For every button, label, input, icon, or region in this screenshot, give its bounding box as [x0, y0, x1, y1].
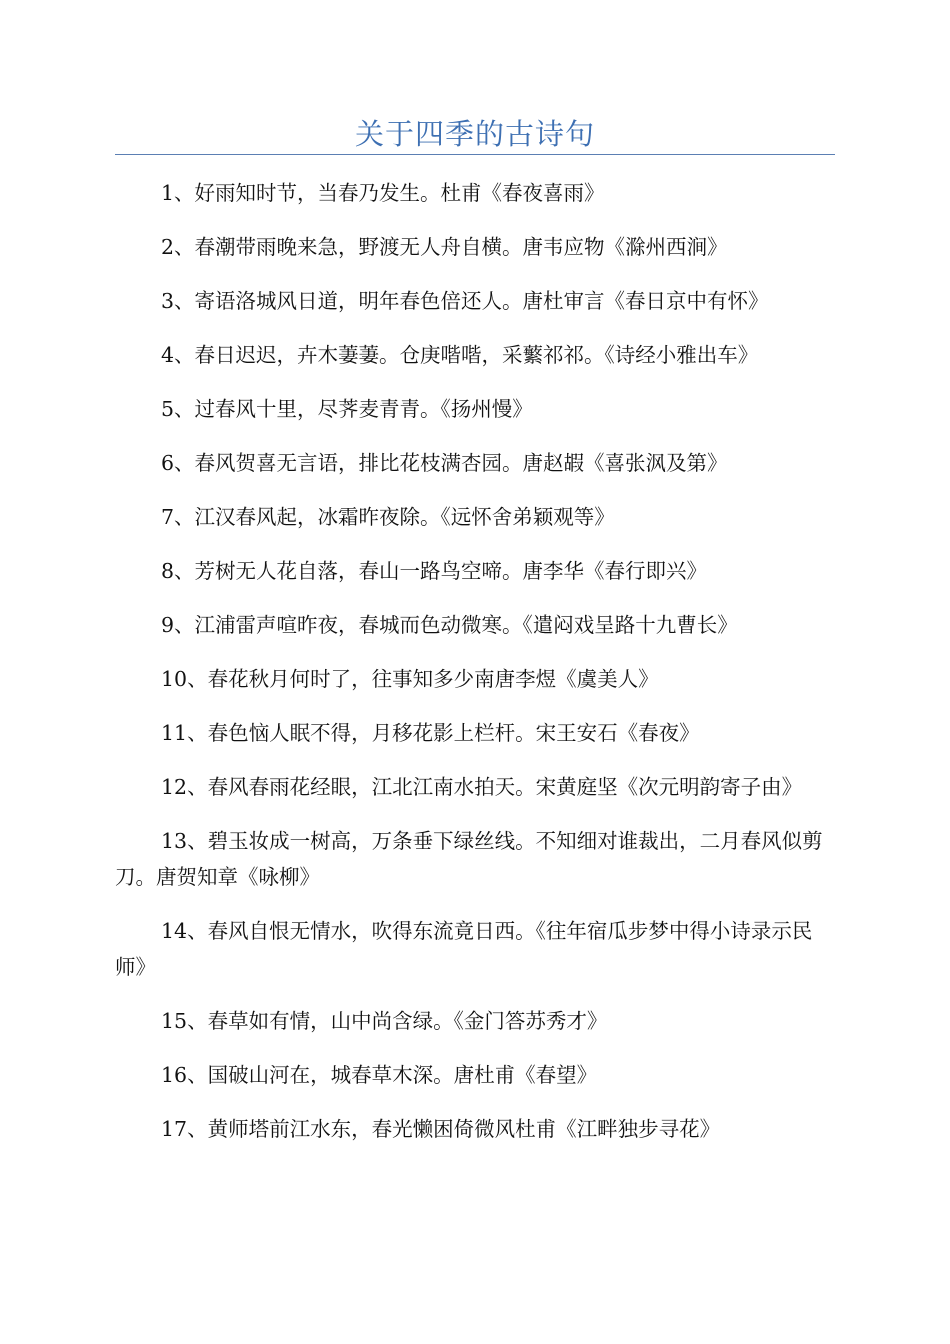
poem-line: 2、春潮带雨晚来急，野渡无人舟自横。唐韦应物《滁州西涧》	[161, 235, 728, 259]
poem-line: 16、国破山河在，城春草木深。唐杜甫《春望》	[161, 1063, 598, 1087]
title-divider	[115, 154, 835, 155]
poem-line: 7、江汉春风起，冰霜昨夜除。《远怀舍弟颖观等》	[161, 505, 615, 529]
poem-line: 17、黄师塔前江水东，春光懒困倚微风杜甫《江畔独步寻花》	[161, 1117, 721, 1141]
poem-line: 14、春风自恨无情水，吹得东流竟日西。《往年宿瓜步梦中得小诗录示民师》	[115, 919, 813, 979]
poem-line: 10、春花秋月何时了，往事知多少南唐李煜《虞美人》	[161, 667, 659, 691]
poem-line: 6、春风贺喜无言语，排比花枝满杏园。唐赵嘏《喜张沨及第》	[161, 451, 728, 475]
poem-list	[115, 175, 835, 1165]
poem-line: 11、春色恼人眠不得，月移花影上栏杆。宋王安石《春夜》	[161, 721, 700, 745]
poem-line: 15、春草如有情，山中尚含绿。《金门答苏秀才》	[161, 1009, 608, 1033]
poem-line: 4、春日迟迟，卉木萋萋。仓庚喈喈，采蘩祁祁。《诗经小雅出车》	[161, 343, 759, 367]
document-title: 关于四季的古诗句	[354, 117, 595, 151]
poem-line: 3、寄语洛城风日道，明年春色倍还人。唐杜审言《春日京中有怀》	[161, 289, 769, 313]
poem-line: 5、过春风十里，尽荠麦青青。《扬州慢》	[161, 397, 533, 421]
poem-line: 8、芳树无人花自落，春山一路鸟空啼。唐李华《春行即兴》	[161, 559, 708, 583]
poem-line: 9、江浦雷声喧昨夜，春城而色动微寒。《遣闷戏呈路十九曹长》	[161, 613, 738, 637]
poem-line: 13、碧玉妆成一树高，万条垂下绿丝线。不知细对谁裁出，二月春风似剪刀。唐贺知章《咏柳》	[115, 829, 823, 889]
poem-line: 1、好雨知时节，当春乃发生。杜甫《春夜喜雨》	[161, 181, 605, 205]
poem-line: 12、春风春雨花经眼，江北江南水拍天。宋黄庭坚《次元明韵寄子由》	[161, 775, 803, 799]
